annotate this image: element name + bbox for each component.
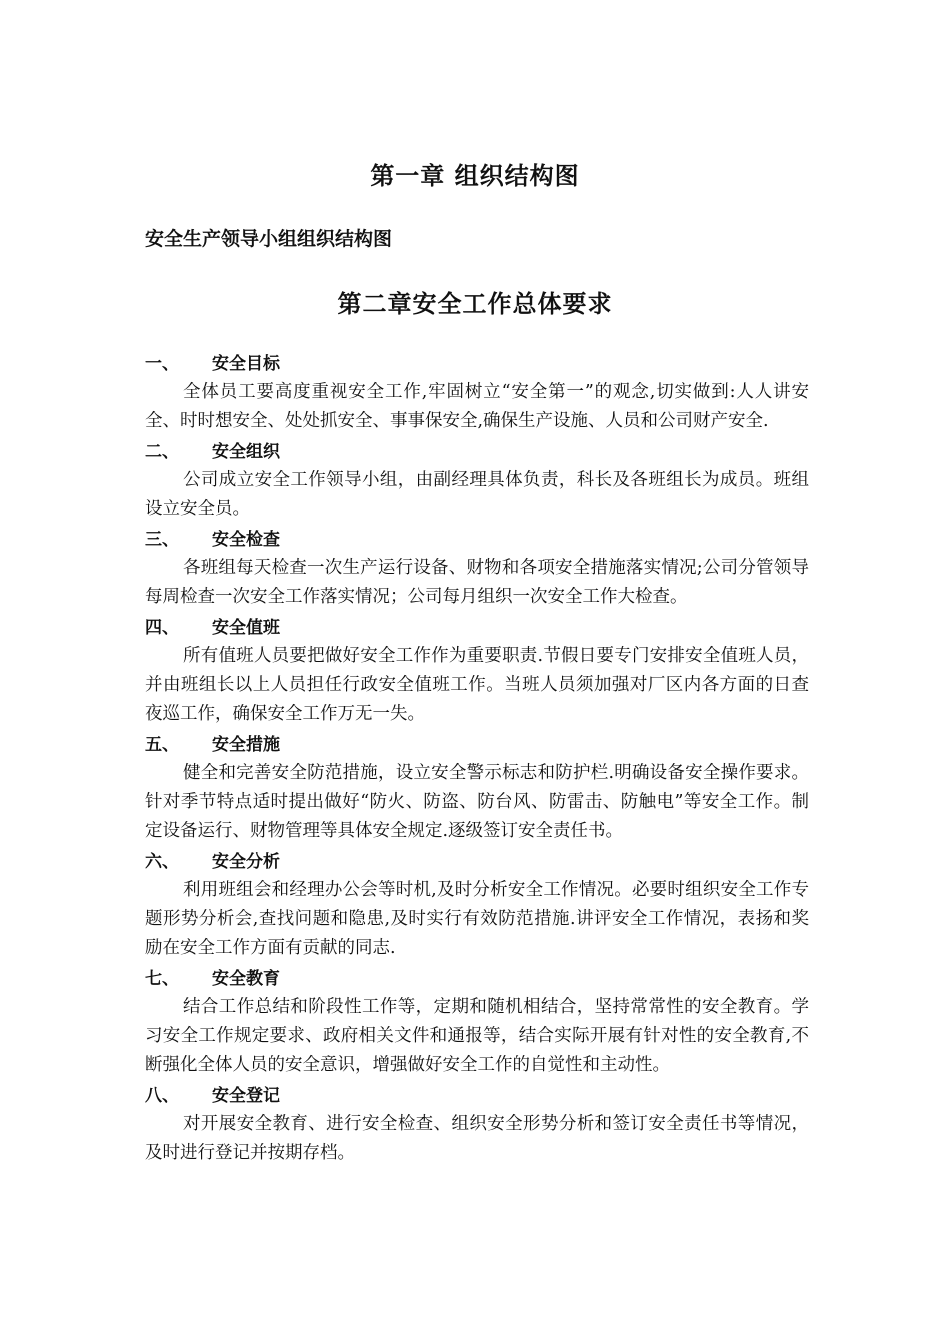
section-6 <box>145 848 809 963</box>
section-number: 五、 <box>145 735 179 755</box>
section-number: 一、 <box>145 354 179 374</box>
section-title: 安全组织 <box>212 442 280 462</box>
section-body: 全体员工要高度重视安全工作,牢固树立“安全第一”的观念,切实做到:人人讲安全、时时想安全、处处抓安全、事事保安全,确保生产设施、人员和公司财产安全. <box>145 382 809 431</box>
section-body: 所有值班人员要把做好安全工作作为重要职责.节假日要专门安排安全值班人员，并由班组长以上人员担任行政安全值班工作。当班人员须加强对厂区内各方面的日查夜巡工作，确保安全工作万无一失。 <box>145 646 809 724</box>
section-2 <box>145 438 809 524</box>
section-8 <box>145 1082 809 1168</box>
section-body: 健全和完善安全防范措施，设立安全警示标志和防护栏.明确设备安全操作要求。针对季节特点适时提出做好“防火、防盗、防台风、防雷击、防触电”等安全工作。制定设备运行、财物管理等具体安全规定.逐级签订安全责任书。 <box>145 763 809 841</box>
section-body: 各班组每天检查一次生产运行设备、财物和各项安全措施落实情况;公司分管领导每周检查一次安全工作落实情况；公司每月组织一次安全工作大检查。 <box>145 558 809 607</box>
section-body: 利用班组会和经理办公会等时机,及时分析安全工作情况。必要时组织安全工作专题形势分析会,查找问题和隐患,及时实行有效防范措施.讲评安全工作情况，表扬和奖励在安全工作方面有贡献的同志. <box>145 880 809 958</box>
section-number: 三、 <box>145 530 179 550</box>
sections-list <box>145 350 809 1170</box>
section-heading <box>145 350 809 378</box>
section-heading <box>145 965 809 993</box>
section-title: 安全检查 <box>212 530 280 550</box>
section-heading <box>145 731 809 759</box>
section-number: 六、 <box>145 852 179 872</box>
section-7 <box>145 965 809 1080</box>
section-body: 结合工作总结和阶段性工作等，定期和随机相结合，坚持常常性的安全教育。学习安全工作规定要求、政府相关文件和通报等，结合实际开展有针对性的安全教育,不断强化全体人员的安全意识，增强做好安全工作的自觉性和主动性。 <box>145 997 809 1075</box>
section-heading <box>145 848 809 876</box>
chapter2-title: 第二章安全工作总体要求 <box>337 290 613 318</box>
org-chart-subtitle: 安全生产领导小组组织结构图 <box>145 228 393 250</box>
chapter1-title: 第一章 组织结构图 <box>370 162 580 190</box>
section-number: 四、 <box>145 618 179 638</box>
section-title: 安全目标 <box>212 354 280 374</box>
section-heading <box>145 614 809 642</box>
section-1 <box>145 350 809 436</box>
section-body: 对开展安全教育、进行安全检查、组织安全形势分析和签订安全责任书等情况，及时进行登记并按期存档。 <box>145 1114 809 1163</box>
section-heading <box>145 526 809 554</box>
section-5 <box>145 731 809 846</box>
section-title: 安全措施 <box>212 735 280 755</box>
section-body: 公司成立安全工作领导小组，由副经理具体负责，科长及各班组长为成员。班组设立安全员。 <box>145 470 809 519</box>
section-title: 安全教育 <box>212 969 280 989</box>
section-number: 七、 <box>145 969 179 989</box>
section-title: 安全分析 <box>212 852 280 872</box>
section-heading <box>145 438 809 466</box>
section-title: 安全登记 <box>212 1086 280 1106</box>
section-title: 安全值班 <box>212 618 280 638</box>
section-number: 八、 <box>145 1086 179 1106</box>
section-4 <box>145 614 809 729</box>
section-heading <box>145 1082 809 1110</box>
section-3 <box>145 526 809 612</box>
section-number: 二、 <box>145 442 179 462</box>
